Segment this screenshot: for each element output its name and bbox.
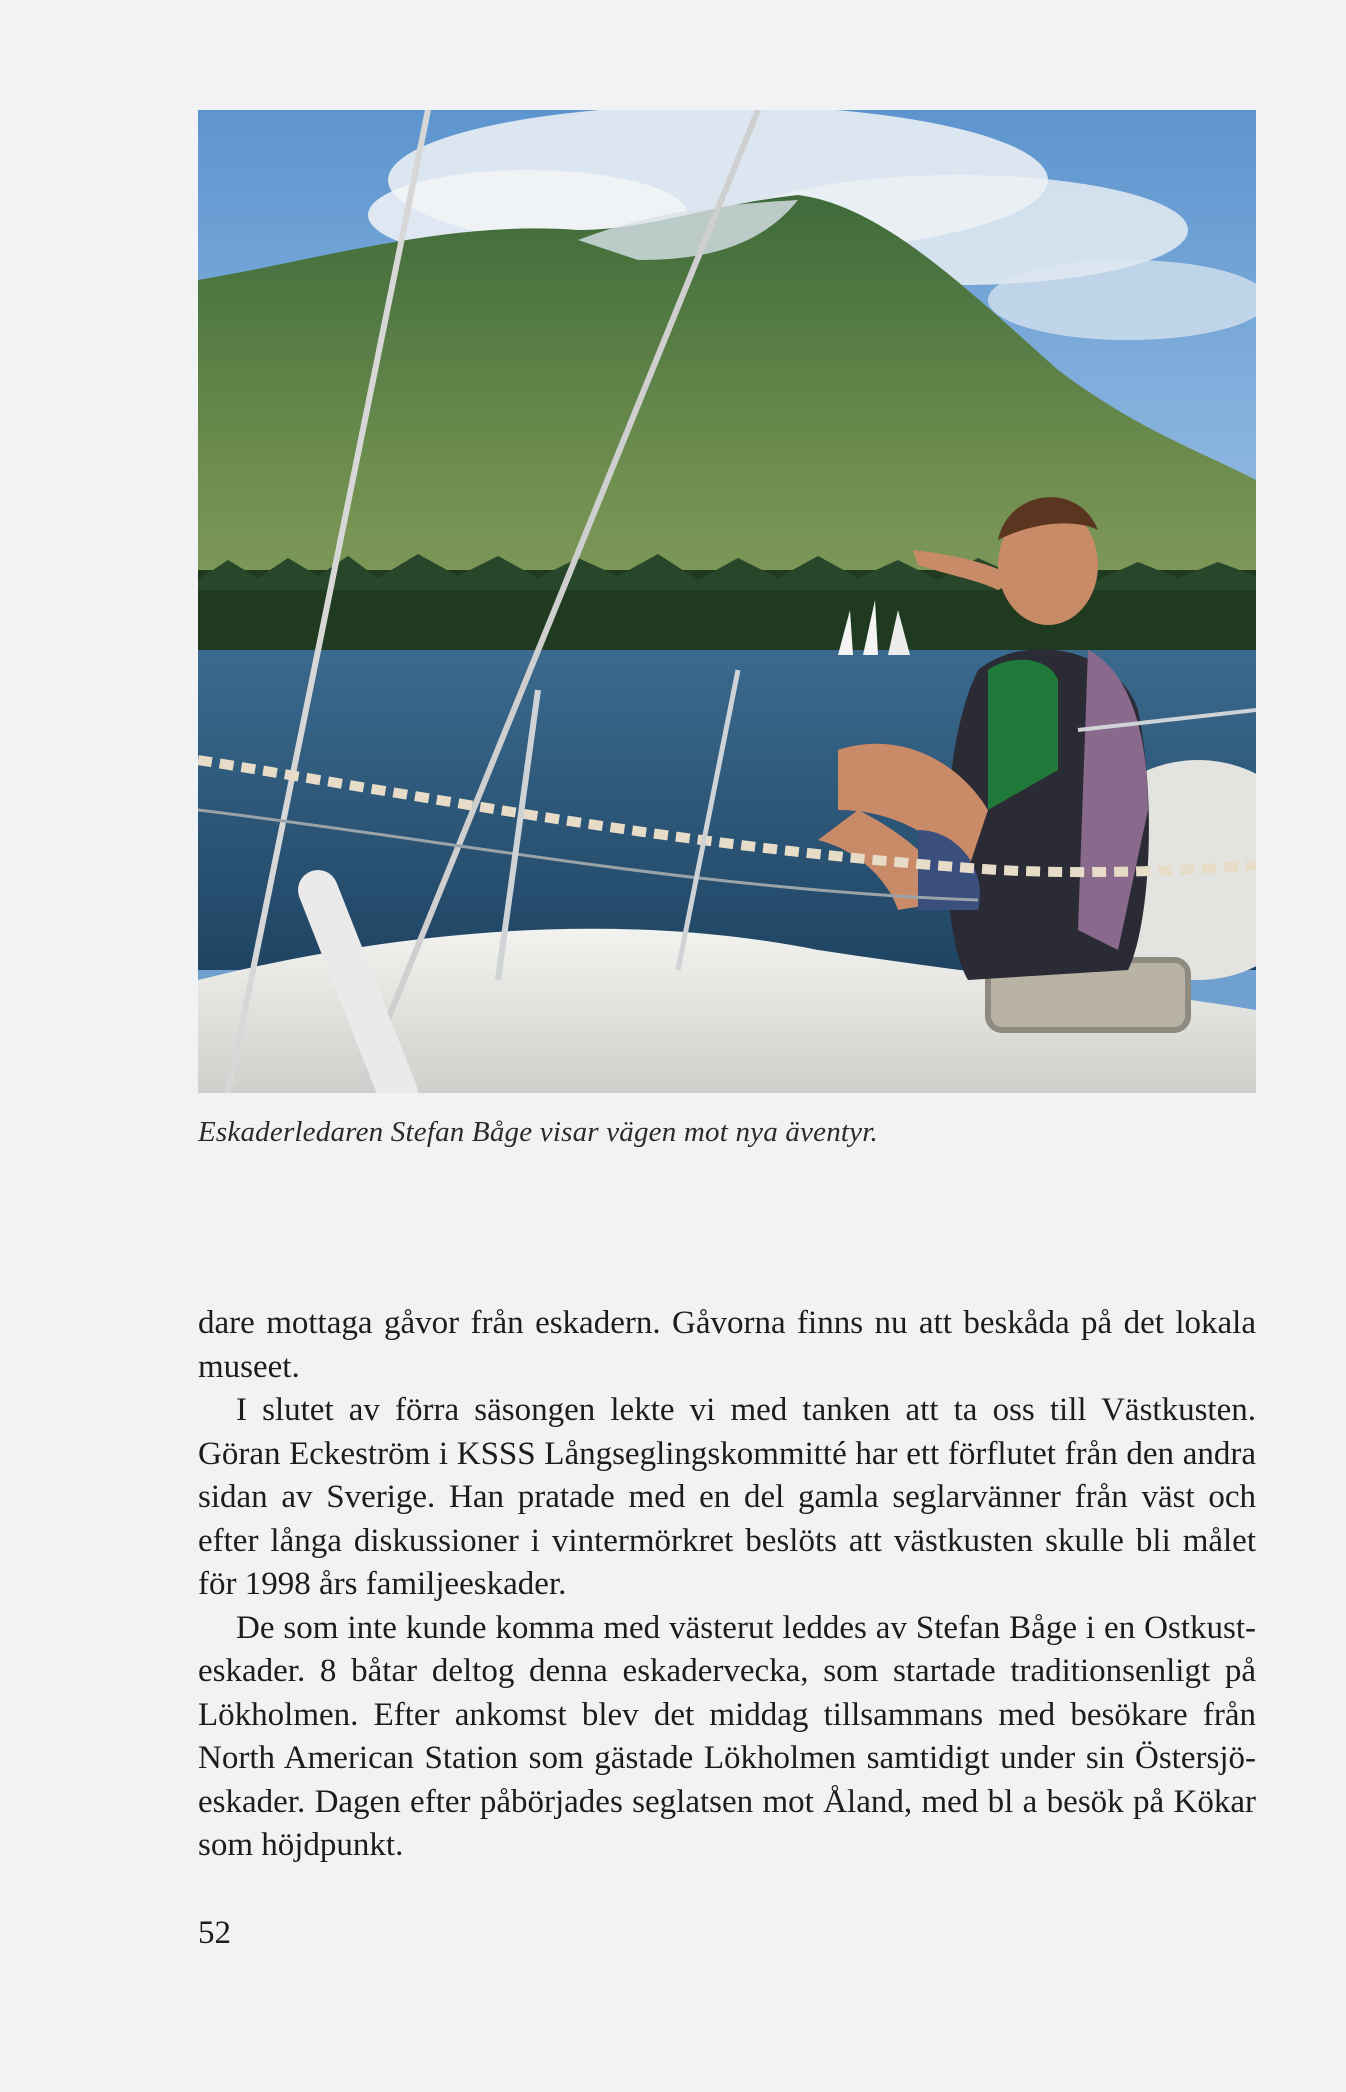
body-text <box>198 1302 1256 1868</box>
paragraph: I slutet av förra säsongen lekte vi med tanken att ta oss till Västkusten. Göran Eckeström i KSSS Långseglingskommitté har ett förflutet från den andra sidan av Sverige. Han pratade med en del gamla seglarvänner från väst och efter långa diskussioner i vintermörkret beslöts att västkusten skulle bli målet för 1998 års familjeeskader. <box>198 1392 1256 1602</box>
paragraph: dare mottaga gåvor från eskadern. Gåvorna finns nu att beskåda på det lokala museet. <box>198 1305 1256 1385</box>
page-number: 52 <box>198 1915 231 1951</box>
paragraph: De som inte kunde komma med västerut leddes av Stefan Båge i en Ostkust-eskader. 8 båtar deltog denna eskadervecka, som startade traditionsenligt på Lökholmen. Efter ankomst blev det middag tillsammans med besökare från North American Station som gästade Lökholmen samtidigt under sin Östersjö-eskader. Dagen efter påbörjades seglatsen mot Åland, med bl a besök på Kökar som höjdpunkt. <box>198 1609 1256 1863</box>
photo-illustration <box>198 110 1256 1093</box>
photo-sailing-boat-volcano <box>198 110 1256 1093</box>
photo-caption: Eskaderledaren Stefan Båge visar vägen mot nya äventyr. <box>198 1116 878 1148</box>
